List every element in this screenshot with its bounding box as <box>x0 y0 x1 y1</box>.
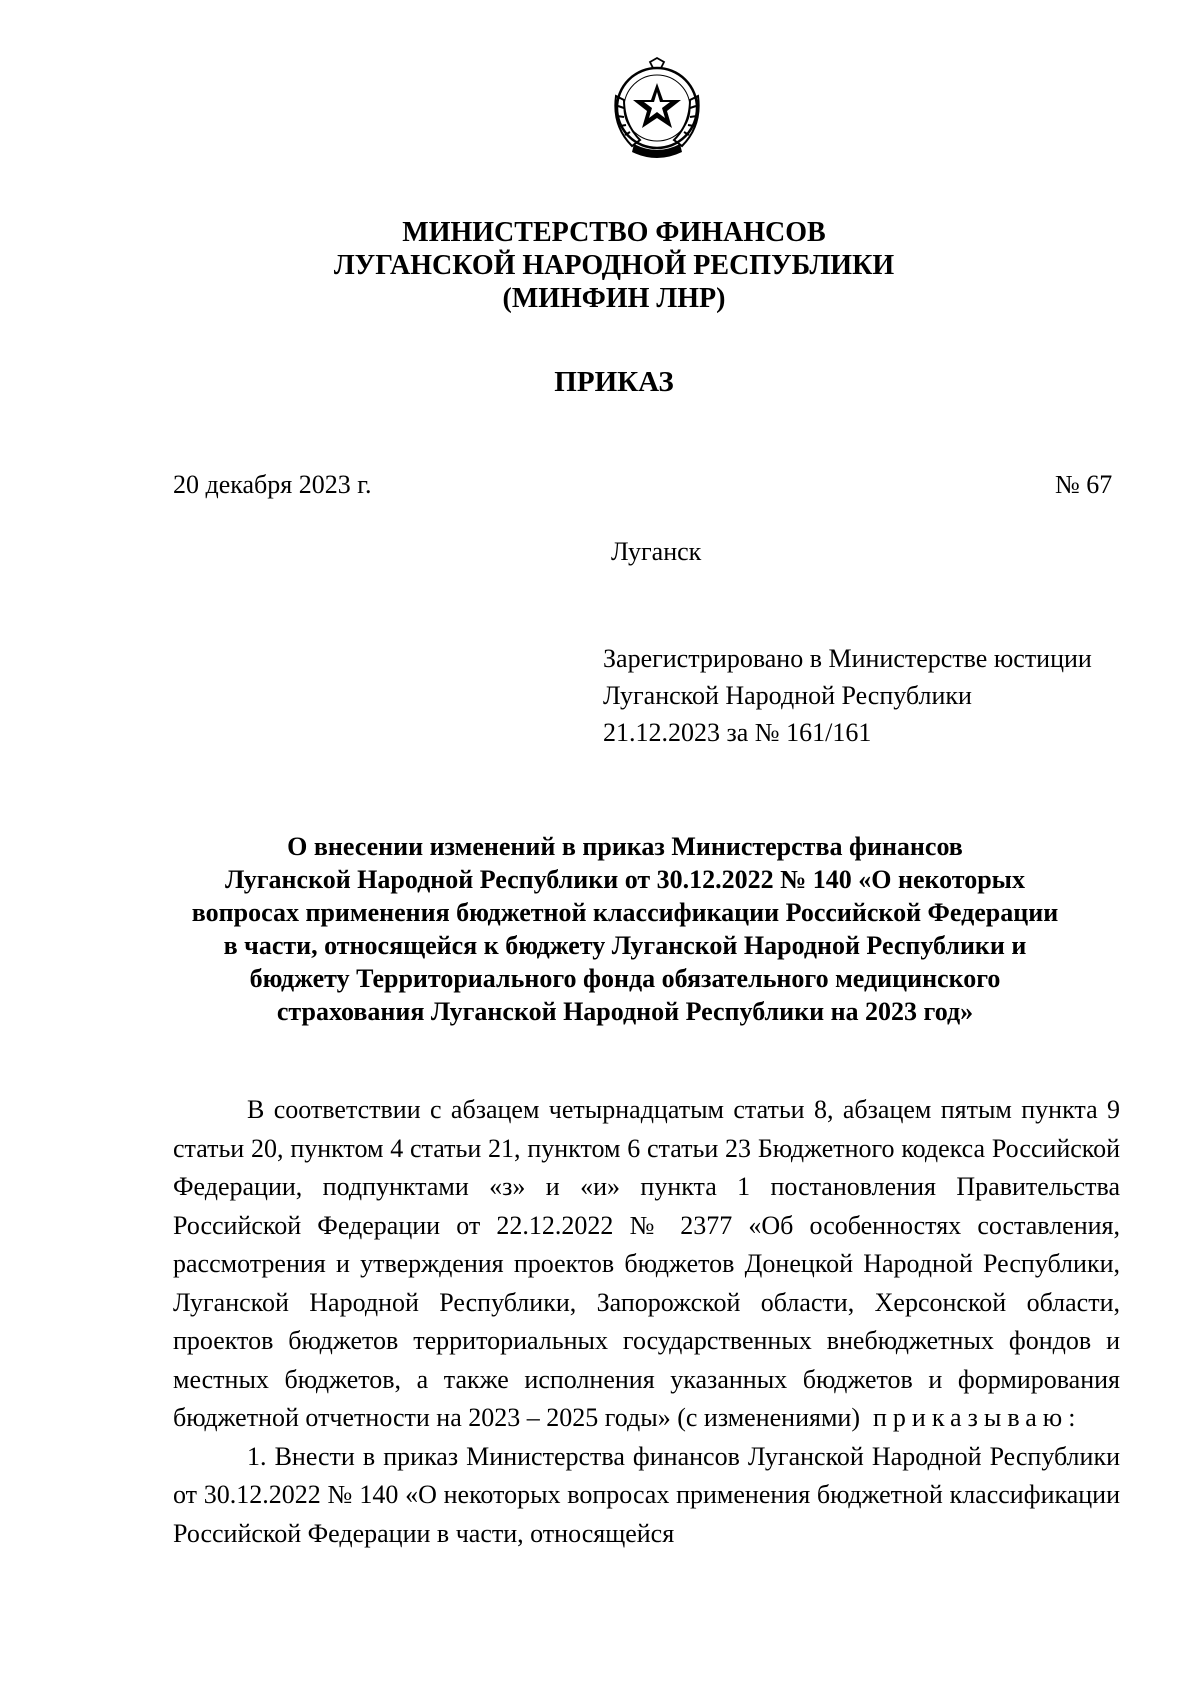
order-date: 20 декабря 2023 г. <box>173 470 372 499</box>
ministry-name-line1: МИНИСТЕРСТВО ФИНАНСОВ <box>402 217 826 248</box>
ministry-header <box>14 216 1200 315</box>
ministry-abbreviation: (МИНФИН ЛНР) <box>502 283 726 314</box>
order-number: № 67 <box>1055 470 1113 499</box>
subject-line2: Луганской Народной Республики от 30.12.2022 № 140 «О некоторых <box>225 865 1025 894</box>
subject-line1: О внесении изменений в приказ Министерства финансов <box>287 832 963 861</box>
state-emblem <box>602 56 712 166</box>
subject-line6: страхования Луганской Народной Республики на 2023 год» <box>276 997 974 1026</box>
command-word: приказываю: <box>872 1403 1082 1432</box>
subject-line4: в части, относящейся к бюджету Луганской Народной Республики и <box>223 931 1027 960</box>
subject-line5: бюджету Территориального фонда обязательного медицинского <box>249 964 1001 993</box>
order-city: Луганск <box>611 537 702 566</box>
order-subject <box>150 830 1100 1028</box>
clause-1-text: 1. Внести в приказ Министерства финансов Луганской Народной Республики от 30.12.2022 № 140 «О некоторых вопросах применения бюджетной классификации Российской Федерации в части, относящейся <box>173 1441 1120 1548</box>
document-type-title: ПРИКАЗ <box>554 366 674 398</box>
registration-line2: Луганской Народной Республики <box>603 681 972 710</box>
ministry-name-line2: ЛУГАНСКОЙ НАРОДНОЙ РЕСПУБЛИКИ <box>333 250 895 281</box>
registration-line1: Зарегистрировано в Министерстве юстиции <box>603 644 1092 673</box>
clause-1-paragraph <box>173 1438 1120 1554</box>
subject-line3: вопросах применения бюджетной классификации Российской Федерации <box>191 898 1059 927</box>
registration-note <box>603 640 1092 751</box>
preamble-text: В соответствии с абзацем четырнадцатым статьи 8, абзацем пятым пункта 9 статьи 20, пунктом 4 статьи 21, пунктом 6 статьи 23 Бюджетного кодекса Российской Федерации, подпунктами «з» и «и» пункта 1 постановления Правительства Российской Федерации от 22.12.2022 № 2377 «Об особенностях составления, рассмотрения и утверждения проектов бюджетов Донецкой Народной Республики, Луганской Народной Республики, Запорожской области, Херсонской области, проектов бюджетов территориальных государственных внебюджетных фондов и местных бюджетов, а также исполнения указанных бюджетов и формирования бюджетной отчетности на 2023 – 2025 годы» (с изменениями) <box>173 1095 1120 1432</box>
registration-line3: 21.12.2023 за № 161/161 <box>603 718 872 747</box>
order-body <box>173 1091 1120 1553</box>
preamble-paragraph <box>173 1091 1120 1438</box>
